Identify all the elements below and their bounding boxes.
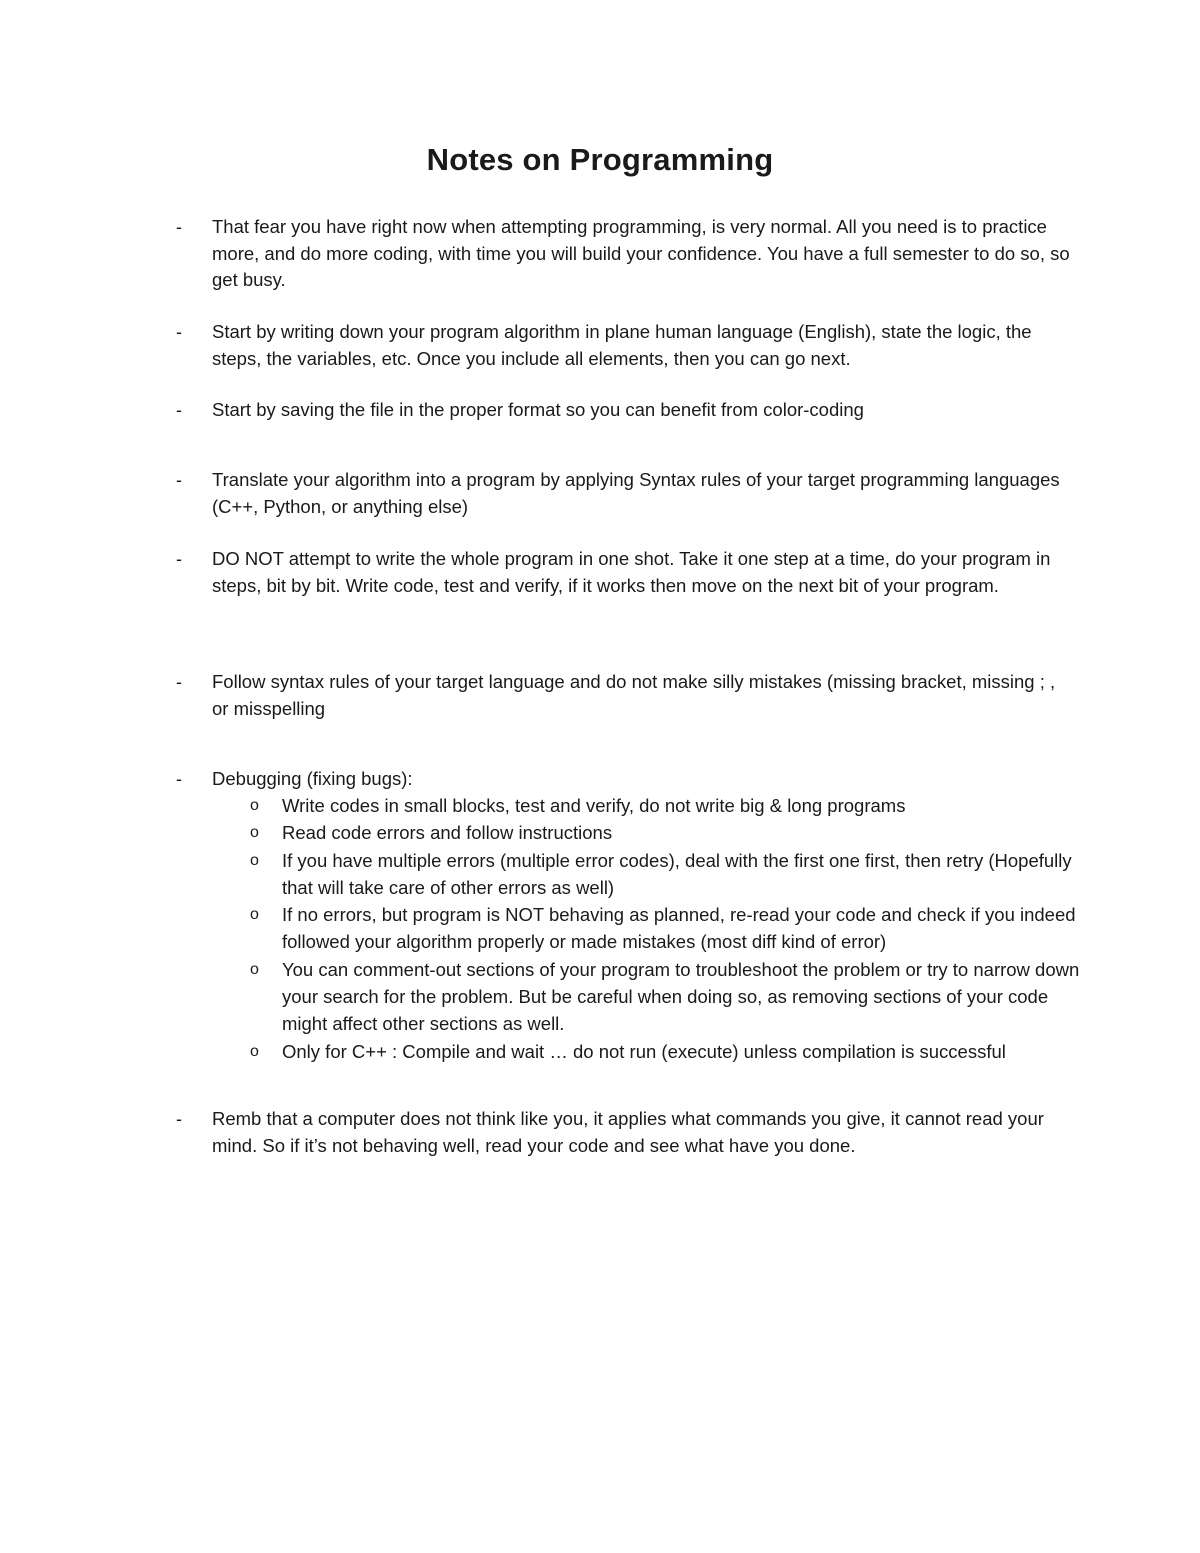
list-item-text: Debugging (fixing bugs): — [212, 768, 413, 789]
list-item-text: DO NOT attempt to write the whole program in one shot. Take it one step at a time, do your program in steps, bit by bit. Write code, test and verify, if it works then move on the next bit of your program. — [212, 548, 1051, 596]
list-item-text: Start by writing down your program algorithm in plane human language (English), state the logic, the steps, the variables, etc. Once you include all elements, then you can go next. — [212, 321, 1032, 369]
sub-bullet-marker: o — [250, 906, 259, 924]
sub-list-item-text: You can comment-out sections of your program to troubleshoot the problem or try to narrow down your search for the problem. But be careful when doing so, as removing sections of your code might affect other sections as well. — [282, 958, 1080, 1035]
list-item-text: Follow syntax rules of your target language and do not make silly mistakes (missing bracket, missing ; , or misspelling — [212, 671, 1056, 719]
list-item-text: Translate your algorithm into a program by applying Syntax rules of your target programming languages (C++, Python, or anything else) — [212, 469, 1060, 517]
bullet-marker: - — [176, 322, 182, 342]
bullet-marker: - — [176, 549, 182, 569]
list-item-text: That fear you have right now when attempting programming, is very normal. All you need is to practice more, and do more coding, with time you will build your confidence. You have a full semester to do so, so get busy. — [212, 216, 1070, 290]
sub-list-item-text: If no errors, but program is NOT behaving as planned, re-read your code and check if you indeed followed your algorithm properly or made mistakes (most diff kind of error) — [282, 904, 1076, 953]
sub-bullet-marker: o — [250, 797, 259, 814]
sub-bullet-marker: o — [250, 1042, 259, 1060]
bullet-marker: - — [176, 400, 182, 420]
sub-list-item — [250, 792, 1080, 819]
sub-list-item-text: Read code errors and follow instructions — [282, 822, 613, 844]
sub-list-item — [250, 847, 1080, 902]
sub-bullet-marker: o — [250, 851, 259, 869]
sub-list-item-text: Only for C++ : Compile and wait … do not run (execute) unless compilation is successful — [282, 1040, 1006, 1062]
sub-list-item — [250, 956, 1080, 1038]
bullet-marker: - — [176, 672, 182, 692]
sub-bullet-marker: o — [250, 960, 259, 978]
sub-list-item — [250, 819, 1080, 846]
page-title: Notes on Programming — [426, 142, 774, 177]
list-item-text: Remb that a computer does not think like you, it applies what commands you give, it cannot read your mind. So if it’s not behaving well, read your code and see what have you done. — [212, 1108, 1044, 1156]
bullet-marker: - — [176, 769, 182, 789]
list-item-text: Start by saving the file in the proper format so you can benefit from color-coding — [212, 399, 864, 420]
sub-list-item — [250, 901, 1080, 956]
sub-list-item-text: Write codes in small blocks, test and verify, do not write big & long programs — [282, 795, 906, 816]
sub-bullet-marker: o — [250, 824, 259, 842]
sub-list-item-text: If you have multiple errors (multiple error codes), deal with the first one first, then retry (Hopefully that will take care of other errors as well) — [282, 849, 1072, 898]
bullet-marker: - — [176, 217, 182, 237]
sub-list-item — [250, 1038, 1080, 1065]
debugging-sublist — [250, 792, 1080, 1065]
bullet-marker: - — [176, 1109, 182, 1129]
bullet-marker: - — [176, 470, 182, 490]
